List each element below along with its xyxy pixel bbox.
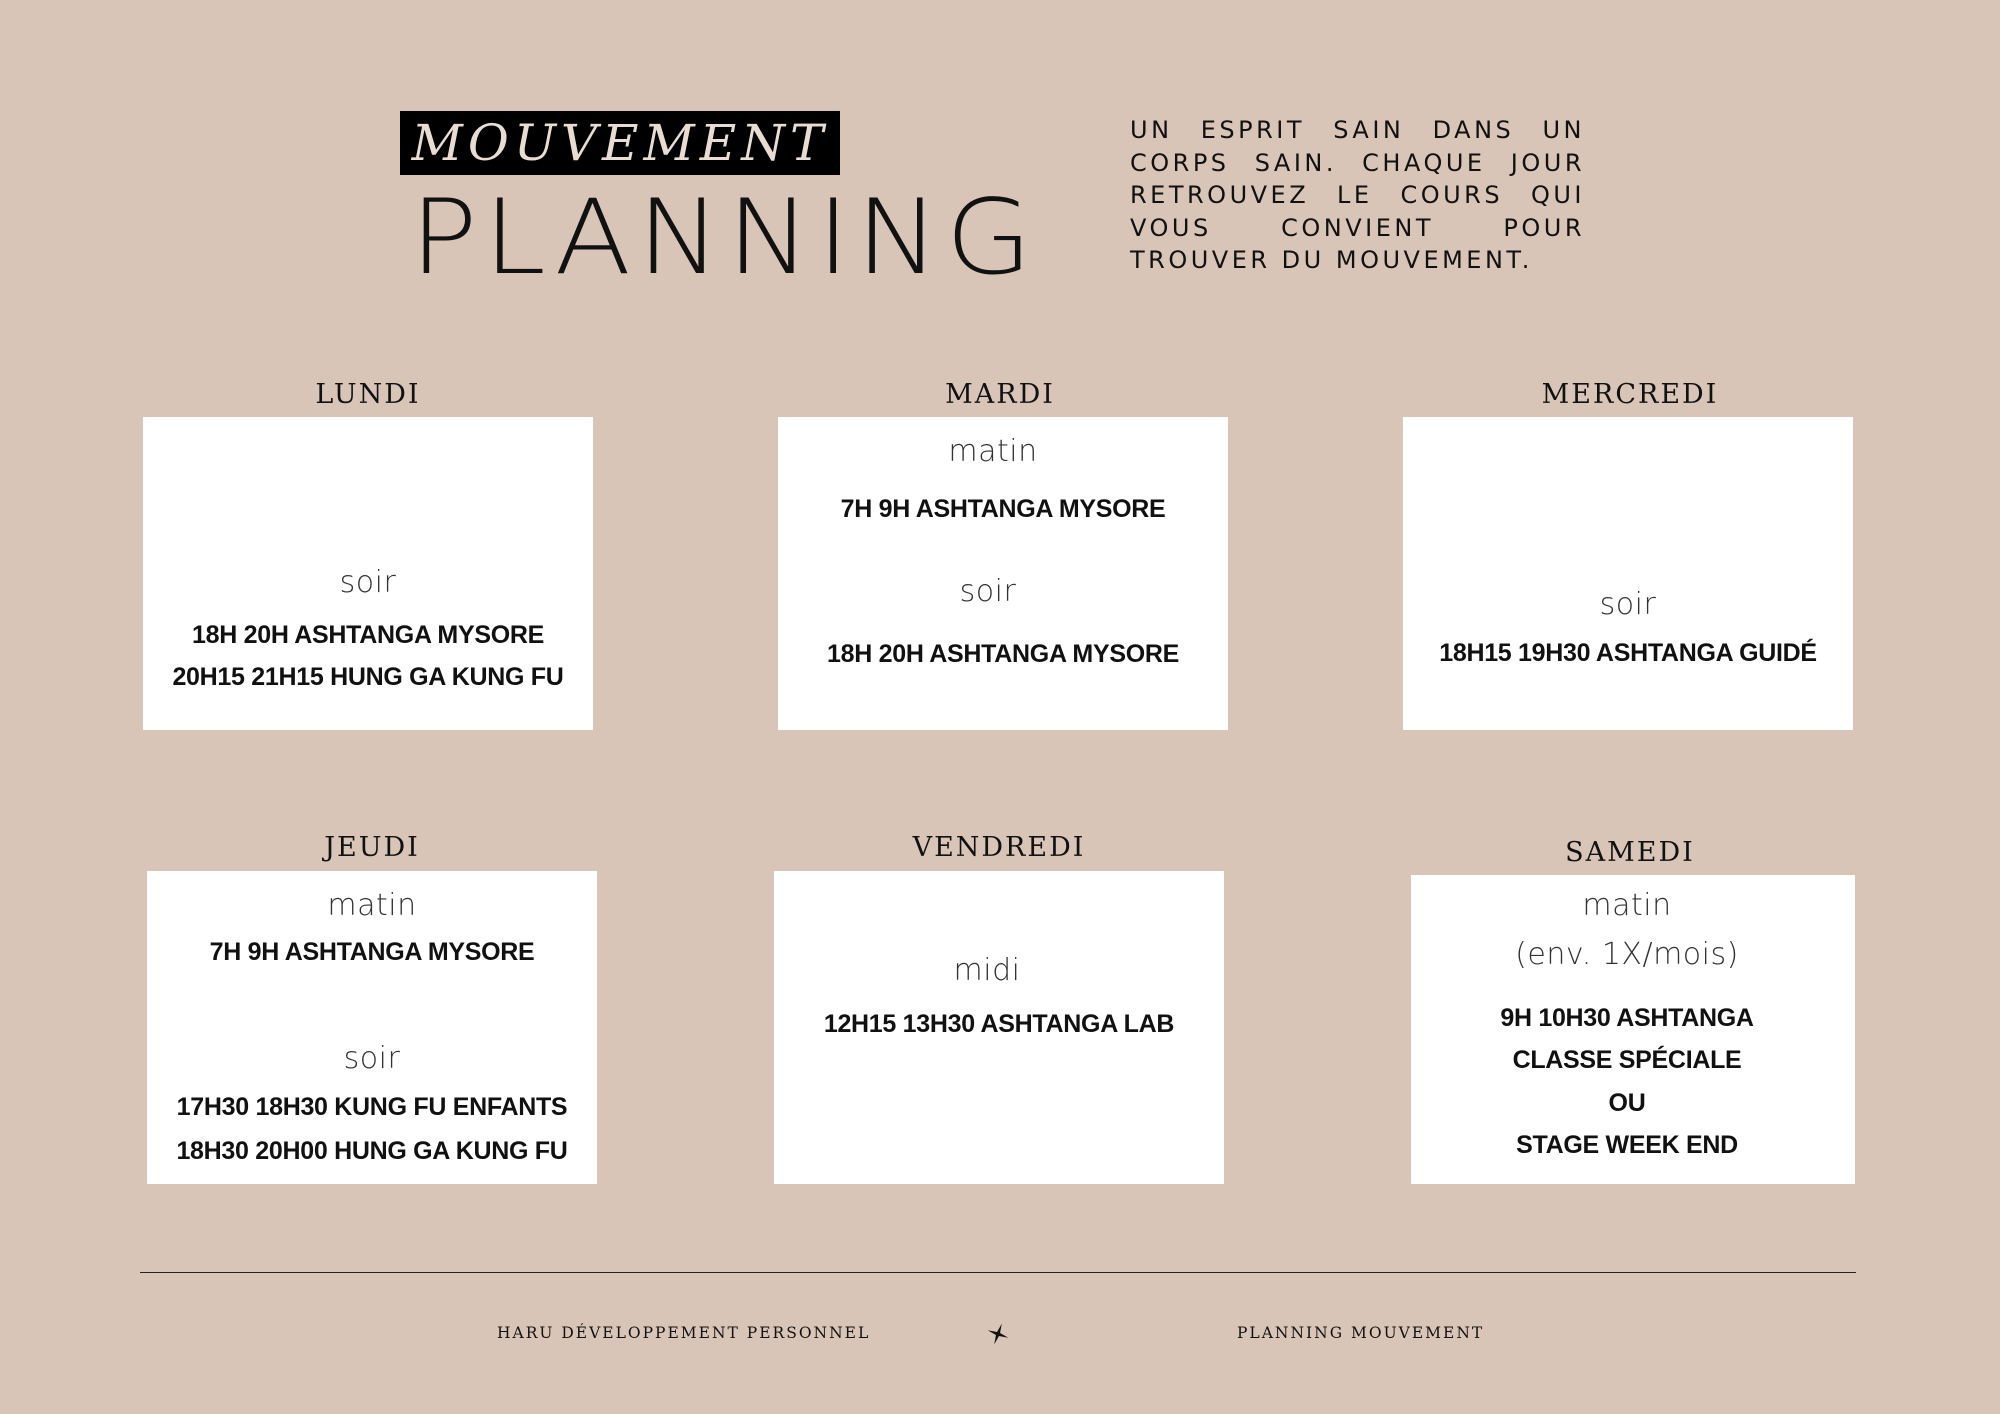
period-label-matin: matin [948,434,1038,469]
period-label-midi: midi [953,953,1021,988]
footer-brand: HARU DÉVELOPPEMENT PERSONNEL [497,1324,871,1342]
day-label-vendredi: VENDREDI [912,832,1086,863]
class-line: 20H15 21H15 HUNG GA KUNG FU [172,663,564,691]
class-line: 18H 20H ASHTANGA MYSORE [192,621,544,649]
day-card-vendredi [774,871,1224,1184]
class-line: 9H 10H30 ASHTANGA [1500,1004,1754,1032]
page-title: PLANNING [410,178,1039,298]
footer-document-title: PLANNING MOUVEMENT [1237,1324,1485,1342]
class-line: 18H30 20H00 HUNG GA KUNG FU [176,1137,568,1165]
class-line: CLASSE SPÉCIALE [1512,1046,1742,1074]
day-card-mercredi [1403,417,1853,730]
class-line: 17H30 18H30 KUNG FU ENFANTS [176,1093,568,1121]
day-label-jeudi: JEUDI [324,832,420,863]
day-label-mercredi: MERCREDI [1541,379,1719,410]
class-line: OU [1608,1089,1646,1117]
frequency-note: (env. 1X/mois) [1515,937,1739,972]
class-line: 18H15 19H30 ASHTANGA GUIDÉ [1439,639,1817,667]
class-line: STAGE WEEK END [1516,1131,1738,1159]
four-point-star-icon [987,1323,1009,1345]
period-label-soir: soir [1599,587,1657,622]
period-label-soir: soir [339,565,397,600]
day-label-mardi: MARDI [945,379,1055,410]
period-label-matin: matin [327,888,417,923]
day-card-jeudi [147,871,597,1184]
period-label-soir: soir [343,1041,401,1076]
day-label-lundi: LUNDI [315,379,421,410]
day-card-mardi [778,417,1228,730]
day-label-samedi: SAMEDI [1565,837,1695,868]
class-line: 12H15 13H30 ASHTANGA LAB [823,1010,1175,1038]
footer-divider [140,1272,1856,1273]
mouvement-tag: MOUVEMENT [400,111,840,175]
class-line: 7H 9H ASHTANGA MYSORE [840,495,1166,523]
class-line: 7H 9H ASHTANGA MYSORE [209,938,535,966]
period-label-matin: matin [1582,888,1672,923]
period-label-soir: soir [959,574,1017,609]
day-card-lundi [143,417,593,730]
class-line: 18H 20H ASHTANGA MYSORE [827,640,1179,668]
tagline: UN ESPRIT SAIN DANS UN CORPS SAIN. CHAQUE JOUR RETROUVEZ LE COURS QUI VOUS CONVIENT POUR TROUVER DU MOUVEMENT. [1130,116,1585,274]
day-card-samedi [1411,875,1855,1184]
